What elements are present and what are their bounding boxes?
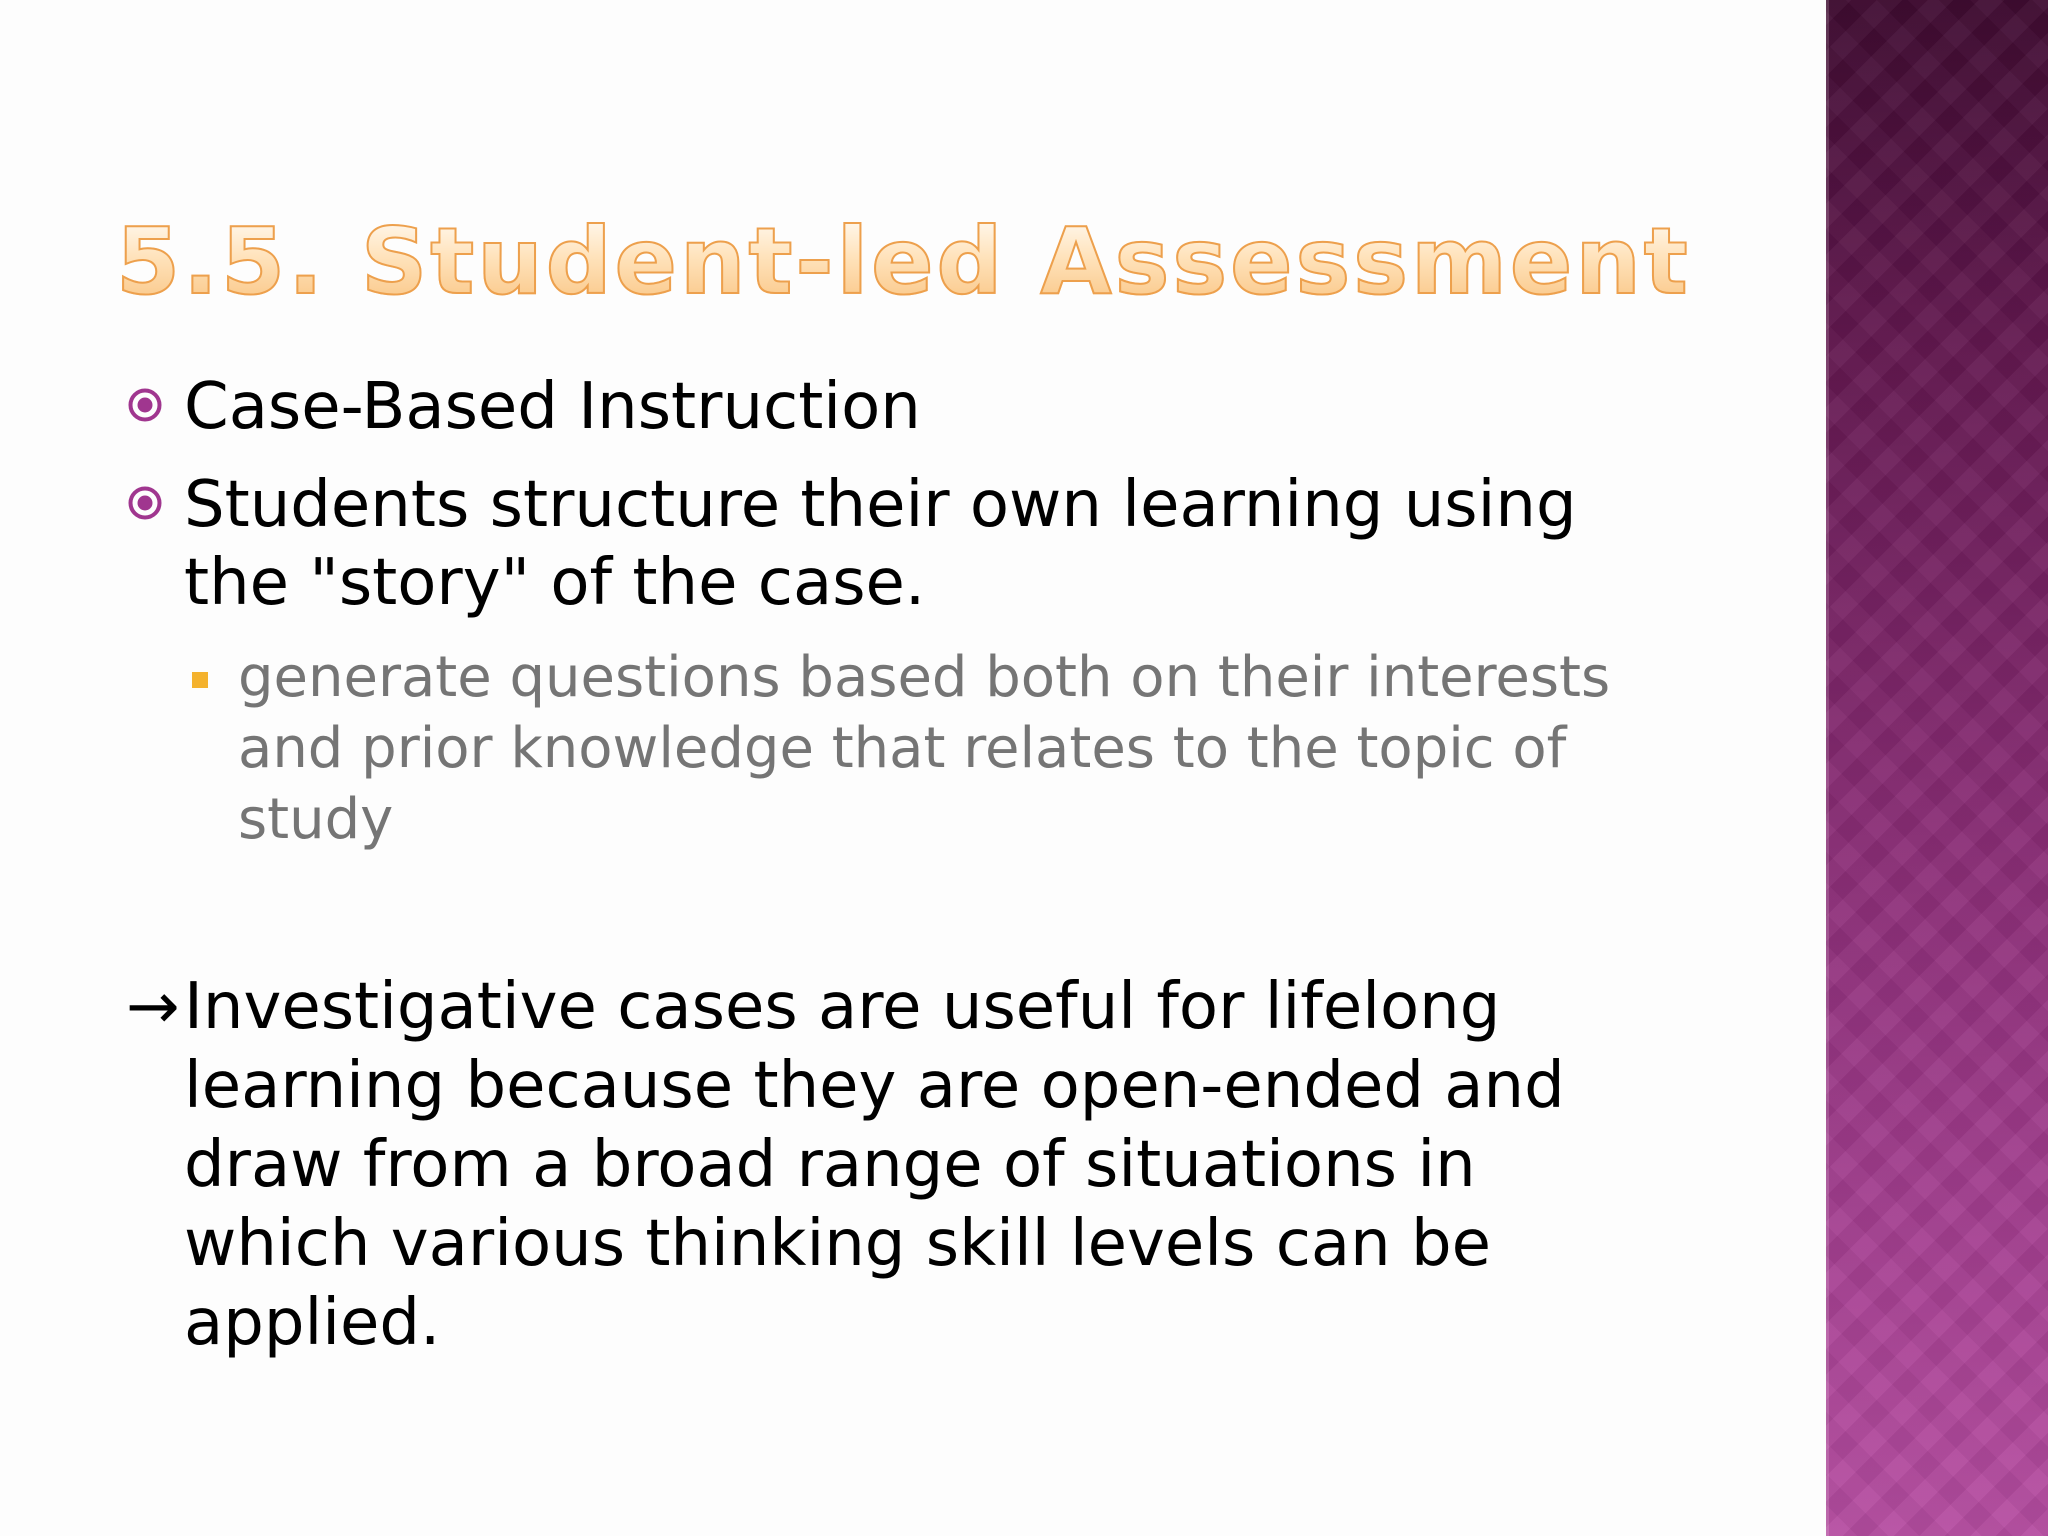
circle-target-icon (126, 386, 164, 424)
bullet-item-case-based-instruction (126, 368, 921, 446)
side-band-texture (1826, 0, 2048, 1536)
bullet-item-students-structure (126, 466, 1577, 622)
orange-square-icon (192, 672, 208, 688)
conclusion-paragraph (126, 968, 1565, 1363)
conclusion-line (126, 968, 1565, 1047)
conclusion-line-text: Investigative cases are useful for lifelong (184, 970, 1501, 1044)
conclusion-line: learning because they are open-ended and (184, 1049, 1565, 1123)
conclusion-line: draw from a broad range of situations in (184, 1128, 1476, 1202)
sub-bullet-item (192, 642, 1610, 855)
bullet-text: Case-Based Instruction (184, 370, 921, 444)
conclusion-line: which various thinking skill levels can be (184, 1207, 1492, 1281)
sub-bullet-text: generate questions based both on their interests and prior knowledge that relates to the topic of study (238, 645, 1611, 852)
right-arrow-icon: → (126, 970, 180, 1044)
decorative-side-band (1826, 0, 2048, 1536)
circle-target-icon (126, 484, 164, 522)
bullet-text: Students structure their own learning using the "story" of the case. (184, 468, 1577, 620)
slide-title: 5.5. Student-led Assessment (116, 206, 1691, 318)
side-band-edge (1826, 0, 1829, 1536)
conclusion-line: applied. (184, 1286, 441, 1360)
